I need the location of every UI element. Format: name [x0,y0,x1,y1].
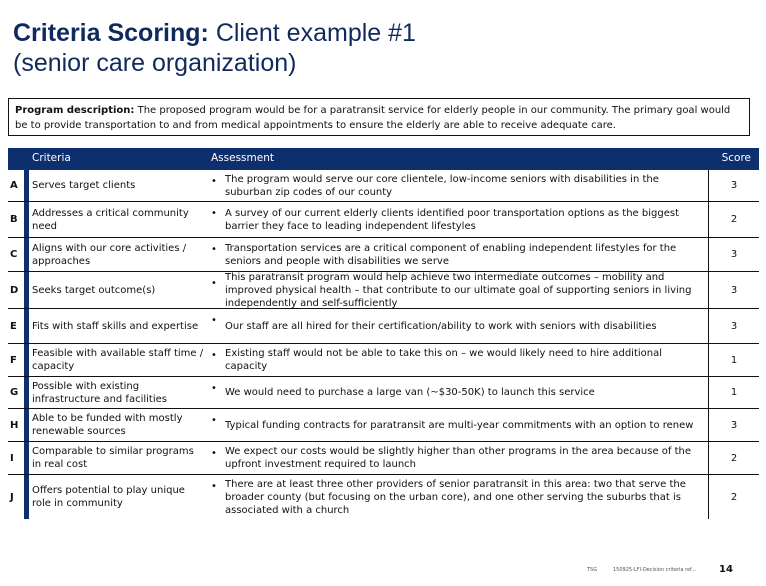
row-letter: D [10,284,19,296]
bullet-icon: • [211,481,217,492]
row-accent-bar [24,238,29,271]
table-row [8,170,759,202]
row-criteria: Seeks target outcome(s) [32,284,156,296]
row-assessment-text: Our staff are all hired for their certification/ability to work with seniors with disabilities [225,320,657,332]
title-rest: Client example #1 [208,19,416,47]
page-title [13,18,753,78]
row-letter: C [10,249,18,260]
row-score: 3 [730,180,738,191]
row-assessment-text: The program would serve our core clientele, low-income seniors with disabilities in the suburban zip codes of our county [225,173,659,198]
header-assessment: Assessment [211,152,274,164]
row-assessment [211,238,707,271]
row-accent-bar [24,202,29,237]
row-score: 3 [730,249,738,260]
table-row [8,475,759,519]
row-assessment [211,442,707,474]
row-accent-bar [24,442,29,474]
row-assessment [211,344,707,376]
bullet-icon: • [211,383,217,394]
bullet-icon: • [211,176,217,187]
table-row [8,442,759,475]
row-assessment [211,377,707,408]
table-row [8,238,759,272]
bullet-icon: • [211,415,217,426]
row-criteria: Offers potential to play unique role in community [32,485,185,509]
row-assessment [211,202,707,237]
row-accent-bar [24,475,29,519]
row-criteria: Serves target clients [32,180,136,191]
row-criteria: Aligns with our core activities / approaches [32,242,187,267]
header-score: Score [721,152,751,164]
row-score: 2 [730,491,738,503]
row-assessment-text: Existing staff would not be able to take this on – we would likely need to hire additional capacity [225,348,663,372]
row-accent-bar [24,377,29,408]
row-assessment [211,475,707,519]
row-criteria: Feasible with available staff time / capacity [32,348,204,372]
row-score: 3 [730,284,738,296]
bullet-icon: • [211,278,217,289]
table-row [8,409,759,442]
row-assessment [211,170,707,201]
row-assessment-text: We would need to purchase a large van (~$30-50K) to launch this service [225,387,595,398]
header-criteria: Criteria [32,152,71,164]
row-letter: A [10,180,18,191]
row-letter: J [10,491,14,503]
bullet-icon: • [211,448,217,459]
row-criteria: Comparable to similar programs in real cost [32,446,194,470]
table-row [8,272,759,309]
table-row [8,309,759,344]
title-line-1 [13,18,753,48]
bullet-icon: • [211,208,217,219]
table-row [8,202,759,238]
row-accent-bar [24,272,29,308]
description-text: The proposed program would be for a paratransit service for elderly people in our community. The primary goal would be to provide transportation to and from medical appointments to ensure the elderly are able to receive adequate care. [15,105,731,131]
page-number: 14 [719,564,733,575]
row-score: 3 [730,320,738,332]
row-assessment [211,272,707,308]
row-criteria: Able to be funded with mostly renewable sources [32,413,183,437]
row-accent-bar [24,409,29,441]
row-accent-bar [24,309,29,343]
row-assessment-text: Transportation services are a critical component of enabling independent lifestyles for the seniors and people with disabilities we serve [225,242,677,267]
row-assessment [211,409,707,441]
row-score: 1 [730,387,738,398]
table-row [8,344,759,377]
row-letter: B [10,214,18,225]
row-criteria: Addresses a critical community need [32,207,189,232]
row-accent-bar [24,344,29,376]
row-assessment-text: We expect our costs would be slightly higher than other programs in the area because of the upfront investment required to launch [225,446,692,470]
row-letter: I [10,452,14,464]
row-assessment-text: There are at least three other providers of senior paratransit in this area: two that serve the broader county (but focusing on the urban core), and one other serving the suburbs that is associated with a church [225,478,686,516]
program-description-box [8,98,750,136]
row-score: 3 [730,419,738,431]
title-bold: Criteria Scoring: [13,19,209,47]
row-letter: G [10,387,19,398]
row-assessment [211,309,707,343]
row-criteria: Fits with staff skills and expertise [32,320,199,332]
row-assessment-text: This paratransit program would help achieve two intermediate outcomes – mobility and improved physical health – that contribute to our ultimate goal of supporting seniors in living independently and self-sufficiently [225,271,692,309]
row-letter: E [10,320,17,332]
table-header [8,148,759,170]
footer-document: 150925-LFI-Decision criteria ref... [613,567,697,573]
table-row [8,377,759,409]
title-line-2: (senior care organization) [13,49,297,77]
bullet-icon: • [211,315,217,326]
row-accent-bar [24,170,29,201]
row-letter: F [10,354,17,366]
row-score: 2 [730,452,738,464]
bullet-icon: • [211,244,217,255]
row-score: 1 [730,354,738,366]
row-assessment-text: Typical funding contracts for paratransit are multi-year commitments with an option to renew [225,419,694,431]
row-letter: H [10,419,19,431]
footer-source: TSG [587,567,598,573]
criteria-table [8,170,759,519]
description-label: Program description: [15,105,135,116]
row-assessment-text: A survey of our current elderly clients identified poor transportation options as the biggest barrier they face to leading independent lifestyles [225,207,679,232]
row-score: 2 [730,214,738,225]
row-criteria: Possible with existing infrastructure and facilities [32,380,167,405]
bullet-icon: • [211,350,217,361]
